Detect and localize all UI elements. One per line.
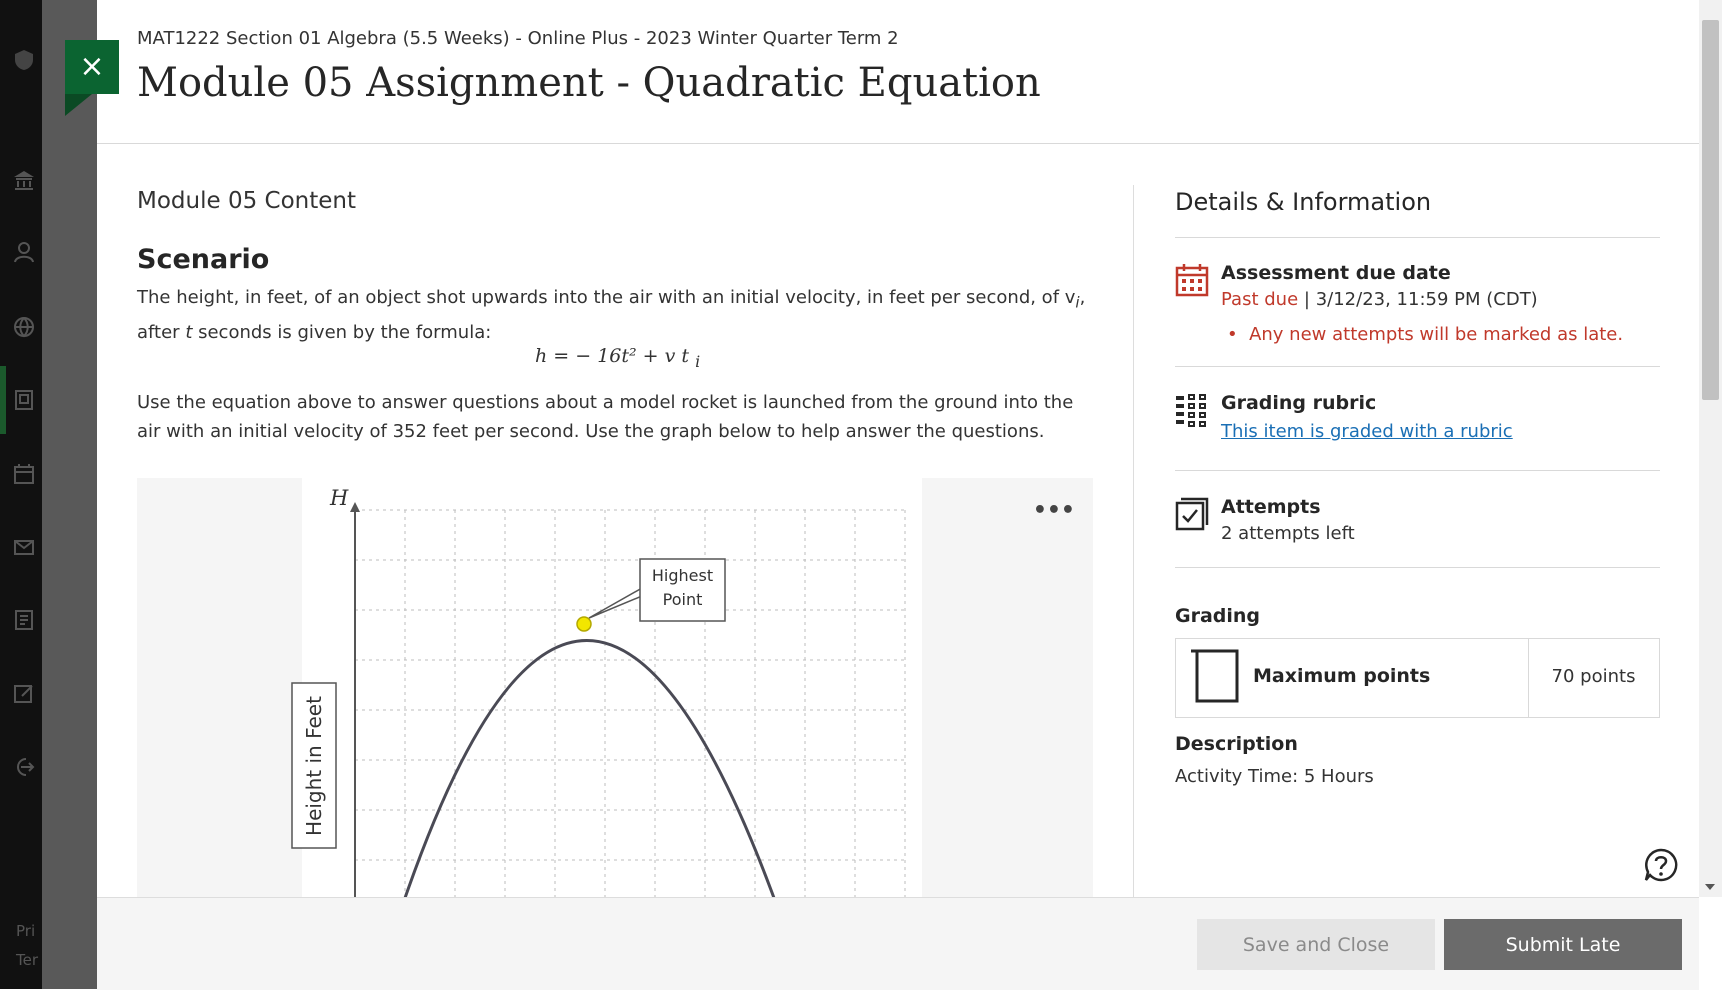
para1-comma: ,	[1079, 287, 1086, 308]
description-title: Description	[1175, 733, 1298, 755]
details-divider-1	[1175, 237, 1660, 238]
bullet-icon: •	[1227, 324, 1238, 345]
details-divider-3	[1175, 470, 1660, 471]
attempts-checkbox-icon	[1175, 497, 1209, 531]
profile-icon	[12, 240, 36, 264]
past-due-label: Past due	[1221, 289, 1299, 310]
late-note-text: Any new attempts will be marked as late.	[1249, 324, 1624, 345]
y-axis-label: Height in Feet	[302, 696, 326, 836]
submit-late-button[interactable]: Submit Late	[1444, 919, 1682, 970]
due-date-line	[1221, 289, 1538, 310]
save-and-close-button[interactable]: Save and Close	[1197, 919, 1435, 970]
nav-active-indicator	[0, 366, 6, 434]
scenario-paragraph-1	[137, 283, 1097, 347]
details-heading: Details & Information	[1175, 188, 1432, 216]
height-formula	[535, 345, 700, 371]
graph-menu-button[interactable]: •••	[1032, 498, 1075, 523]
details-divider-2	[1175, 366, 1660, 367]
institution-icon	[12, 168, 36, 192]
formula-text: h = − 16t² + v t	[535, 345, 690, 367]
details-divider-4	[1175, 567, 1660, 568]
scenario-paragraph-2: Use the equation above to answer questions about a model rocket is launched from the ground into the air with an initial velocity of 352 feet per second. Use the graph below to help answer the questions.	[137, 392, 1074, 442]
rubric-title: Grading rubric	[1221, 392, 1377, 414]
para1-line2-a: after	[137, 321, 186, 343]
y-axis-letter: H	[330, 486, 349, 510]
rubric-grid-icon	[1175, 393, 1209, 427]
grading-box	[1175, 638, 1660, 718]
content-heading: Module 05 Content	[137, 188, 356, 214]
rubric-link[interactable]: This item is graded with a rubric	[1221, 421, 1513, 442]
courses-icon	[12, 388, 36, 412]
sign-out-icon	[12, 755, 36, 779]
column-divider	[1133, 185, 1134, 900]
scenario-heading: Scenario	[137, 244, 270, 275]
formula-subscript: i	[695, 351, 701, 371]
page-title: Module 05 Assignment - Quadratic Equation	[137, 60, 1041, 106]
close-button-tail	[65, 94, 92, 116]
close-button[interactable]: ×	[65, 40, 119, 94]
para1-text: The height, in feet, of an object shot upwards into the air with an initial velocity, in feet per second, of v	[137, 287, 1076, 308]
max-points-value: 70 points	[1551, 666, 1636, 687]
shield-icon	[12, 48, 36, 72]
course-name: MAT1222 Section 01 Algebra (5.5 Weeks) - Online Plus - 2023 Winter Quarter Term 2	[137, 28, 899, 49]
para1-line2-b: seconds is given by the formula:	[192, 321, 492, 343]
due-date-title: Assessment due date	[1221, 262, 1451, 284]
footer-terms-text: Ter	[16, 951, 39, 969]
scroll-down-icon[interactable]	[1704, 883, 1716, 891]
footer-privacy-text: Pri	[16, 922, 36, 940]
header-divider	[97, 143, 1699, 144]
document-icon	[1189, 647, 1241, 703]
callout-line-1: Highest	[651, 566, 714, 585]
due-date-value: 3/12/23, 11:59 PM (CDT)	[1315, 289, 1538, 310]
grades-icon	[12, 608, 36, 632]
tools-icon	[12, 682, 36, 706]
globe-icon	[12, 315, 36, 339]
calendar-icon	[1175, 263, 1209, 297]
help-icon[interactable]	[1643, 847, 1679, 883]
highest-point-marker	[577, 617, 591, 631]
graph-canvas	[137, 478, 1093, 898]
messages-icon	[12, 535, 36, 559]
due-separator: |	[1303, 289, 1310, 310]
grading-title: Grading	[1175, 605, 1261, 627]
scrollbar-thumb[interactable]	[1702, 20, 1719, 400]
background-nav	[0, 0, 42, 989]
calendar-icon	[12, 462, 36, 486]
para1-variable-t: t	[185, 321, 193, 343]
parabola-graph	[137, 478, 1093, 898]
attempts-value: 2 attempts left	[1221, 523, 1355, 544]
para1-subscript: i	[1075, 293, 1080, 312]
callout-line-2: Point	[662, 590, 703, 609]
modal-overlay	[42, 0, 97, 989]
callout-text	[640, 564, 725, 612]
graph-background	[302, 478, 922, 898]
max-points-label: Maximum points	[1253, 665, 1431, 687]
description-text: Activity Time: 5 Hours	[1175, 766, 1374, 787]
late-attempt-note	[1227, 324, 1623, 345]
attempts-title: Attempts	[1221, 496, 1321, 518]
